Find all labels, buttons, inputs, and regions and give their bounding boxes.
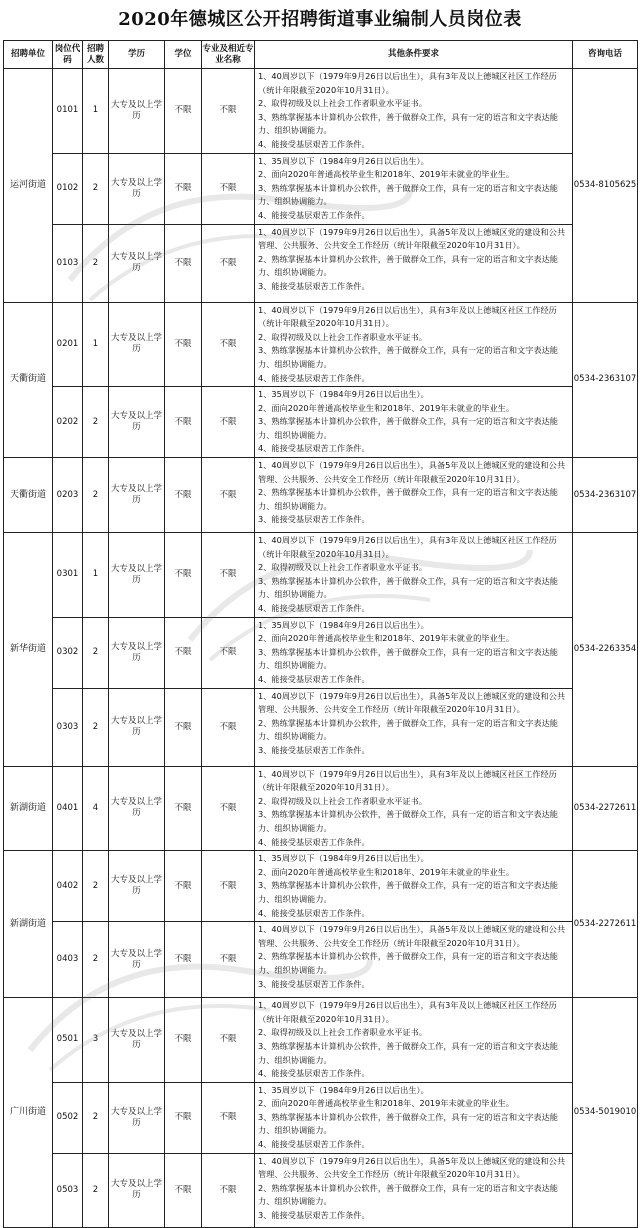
- count-cell: 2: [83, 224, 109, 302]
- code-cell: 0303: [53, 688, 83, 766]
- code-cell: 0202: [53, 387, 83, 458]
- header-count: 招聘人数: [83, 41, 109, 69]
- count-cell: 2: [83, 1082, 109, 1153]
- header-code: 岗位代码: [53, 41, 83, 69]
- header-degree: 学位: [165, 41, 202, 69]
- table-row: [4, 851, 638, 922]
- unit-cell: 广川街道: [4, 998, 53, 1228]
- count-cell: 3: [83, 998, 109, 1083]
- code-cell: 0102: [53, 153, 83, 224]
- major-cell: 不限: [202, 69, 255, 154]
- phone-cell: 0534-2363107: [573, 458, 638, 533]
- conditions-cell: 1、40周岁以下（1979年9月26日以后出生），具有3年及以上德城区社区工作经历（统计年限截至2020年10月31日）。 2、取得初级及以上社会工作者职业水平证书。 3、熟练掌握基本计算机办公软件，善于做群众工作，具有一定的语言和文字表达能力、组织协调能力。 4、能接受基层艰苦工作条件。: [255, 998, 573, 1083]
- major-cell: 不限: [202, 617, 255, 688]
- phone-cell: 0534-8105625: [573, 69, 638, 303]
- table-row: [4, 69, 638, 154]
- code-cell: 0103: [53, 224, 83, 302]
- conditions-cell: 1、40周岁以下（1979年9月26日以后出生），具备5年及以上德城区党的建设和公共管理、公共服务、公共安全工作经历（统计年限截至2020年10月31日）。 2、熟练掌握基本计算机办公软件，善于做群众工作，具有一定的语言和文字表达能力、组织协调能力。 3、能接受基层艰苦工作条件。: [255, 224, 573, 302]
- table-row: [4, 998, 638, 1083]
- education-cell: 大专及以上学历: [109, 1153, 165, 1227]
- education-cell: 大专及以上学历: [109, 922, 165, 998]
- count-cell: 2: [83, 851, 109, 922]
- major-cell: 不限: [202, 224, 255, 302]
- table-row: [4, 533, 638, 618]
- table-row: [4, 688, 638, 766]
- count-cell: 2: [83, 1153, 109, 1227]
- table-row: [4, 458, 638, 533]
- phone-cell: 0534-2263354: [573, 533, 638, 767]
- conditions-cell: 1、40周岁以下（1979年9月26日以后出生），具有3年及以上德城区社区工作经历（统计年限截至2020年10月31日）。 2、取得初级及以上社会工作者职业水平证书。 3、熟练掌握基本计算机办公软件，善于做群众工作，具有一定的语言和文字表达能力、组织协调能力。 4、能接受基层艰苦工作条件。: [255, 766, 573, 851]
- table-row: [4, 1153, 638, 1227]
- major-cell: 不限: [202, 922, 255, 998]
- header-phone: 咨询电话: [573, 41, 638, 69]
- degree-cell: 不限: [165, 387, 202, 458]
- code-cell: 0502: [53, 1082, 83, 1153]
- table-row: [4, 224, 638, 302]
- major-cell: 不限: [202, 387, 255, 458]
- major-cell: 不限: [202, 998, 255, 1083]
- count-cell: 4: [83, 766, 109, 851]
- major-cell: 不限: [202, 851, 255, 922]
- degree-cell: 不限: [165, 458, 202, 533]
- degree-cell: 不限: [165, 69, 202, 154]
- table-row: [4, 922, 638, 998]
- count-cell: 1: [83, 302, 109, 387]
- degree-cell: 不限: [165, 533, 202, 618]
- conditions-cell: 1、40周岁以下（1979年9月26日以后出生），具有3年及以上德城区社区工作经历（统计年限截至2020年10月31日）。 2、取得初级及以上社会工作者职业水平证书。 3、熟练掌握基本计算机办公软件，善于做群众工作，具有一定的语言和文字表达能力、组织协调能力。 4、能接受基层艰苦工作条件。: [255, 533, 573, 618]
- count-cell: 2: [83, 617, 109, 688]
- phone-cell: 0534-2363107: [573, 302, 638, 458]
- degree-cell: 不限: [165, 1153, 202, 1227]
- header-row: [4, 41, 638, 69]
- education-cell: 大专及以上学历: [109, 851, 165, 922]
- table-row: [4, 302, 638, 387]
- header-education: 学历: [109, 41, 165, 69]
- degree-cell: 不限: [165, 922, 202, 998]
- education-cell: 大专及以上学历: [109, 1082, 165, 1153]
- code-cell: 0403: [53, 922, 83, 998]
- degree-cell: 不限: [165, 851, 202, 922]
- header-unit: 招聘单位: [4, 41, 53, 69]
- major-cell: 不限: [202, 1153, 255, 1227]
- major-cell: 不限: [202, 302, 255, 387]
- degree-cell: 不限: [165, 302, 202, 387]
- conditions-cell: 1、40周岁以下（1979年9月26日以后出生），具有3年及以上德城区社区工作经历（统计年限截至2020年10月31日）。 2、取得初级及以上社会工作者职业水平证书。 3、熟练掌握基本计算机办公软件，善于做群众工作，具有一定的语言和文字表达能力、组织协调能力。 4、能接受基层艰苦工作条件。: [255, 69, 573, 154]
- phone-cell: 0534-5019010: [573, 998, 638, 1228]
- conditions-cell: 1、40周岁以下（1979年9月26日以后出生），具备5年及以上德城区党的建设和公共管理、公共服务、公共安全工作经历（统计年限截至2020年10月31日）。 2、熟练掌握基本计算机办公软件，善于做群众工作，具有一定的语言和文字表达能力、组织协调能力。 3、能接受基层艰苦工作条件。: [255, 922, 573, 998]
- major-cell: 不限: [202, 766, 255, 851]
- count-cell: 2: [83, 387, 109, 458]
- degree-cell: 不限: [165, 688, 202, 766]
- header-conditions: 其他条件要求: [255, 41, 573, 69]
- count-cell: 2: [83, 922, 109, 998]
- header-major: 专业及相近专业名称: [202, 41, 255, 69]
- code-cell: 0203: [53, 458, 83, 533]
- code-cell: 0401: [53, 766, 83, 851]
- unit-cell: 天衢街道: [4, 302, 53, 458]
- code-cell: 0301: [53, 533, 83, 618]
- education-cell: 大专及以上学历: [109, 153, 165, 224]
- count-cell: 2: [83, 458, 109, 533]
- conditions-cell: 1、35周岁以下（1984年9月26日以后出生）。 2、面向2020年普通高校毕业生和2018年、2019年未就业的毕业生。 3、熟练掌握基本计算机办公软件，善于做群众工作，具有一定的语言和文字表达能力、组织协调能力。 4、能接受基层艰苦工作条件。: [255, 617, 573, 688]
- education-cell: 大专及以上学历: [109, 387, 165, 458]
- table-row: [4, 617, 638, 688]
- conditions-cell: 1、40周岁以下（1979年9月26日以后出生），具备5年及以上德城区党的建设和公共管理、公共服务、公共安全工作经历（统计年限截至2020年10月31日）。 2、熟练掌握基本计算机办公软件，善于做群众工作，具有一定的语言和文字表达能力、组织协调能力。 3、能接受基层艰苦工作条件。: [255, 1153, 573, 1227]
- education-cell: 大专及以上学历: [109, 458, 165, 533]
- code-cell: 0302: [53, 617, 83, 688]
- conditions-cell: 1、35周岁以下（1984年9月26日以后出生）。 2、面向2020年普通高校毕业生和2018年、2019年未就业的毕业生。 3、熟练掌握基本计算机办公软件，善于做群众工作，具有一定的语言和文字表达能力、组织协调能力。 4、能接受基层艰苦工作条件。: [255, 851, 573, 922]
- code-cell: 0201: [53, 302, 83, 387]
- phone-cell: 0534-2272611: [573, 766, 638, 851]
- degree-cell: 不限: [165, 617, 202, 688]
- major-cell: 不限: [202, 1082, 255, 1153]
- unit-cell: 新湖街道: [4, 851, 53, 998]
- unit-cell: 新湖街道: [4, 766, 53, 851]
- code-cell: 0501: [53, 998, 83, 1083]
- degree-cell: 不限: [165, 766, 202, 851]
- major-cell: 不限: [202, 153, 255, 224]
- major-cell: 不限: [202, 533, 255, 618]
- major-cell: 不限: [202, 688, 255, 766]
- code-cell: 0402: [53, 851, 83, 922]
- conditions-cell: 1、40周岁以下（1979年9月26日以后出生），具备5年及以上德城区党的建设和公共管理、公共服务、公共安全工作经历（统计年限截至2020年10月31日）。 2、熟练掌握基本计算机办公软件，善于做群众工作，具有一定的语言和文字表达能力、组织协调能力。 3、能接受基层艰苦工作条件。: [255, 688, 573, 766]
- table-row: [4, 387, 638, 458]
- degree-cell: 不限: [165, 224, 202, 302]
- education-cell: 大专及以上学历: [109, 69, 165, 154]
- table-row: [4, 1082, 638, 1153]
- education-cell: 大专及以上学历: [109, 688, 165, 766]
- positions-table: [3, 40, 638, 1228]
- table-row: [4, 766, 638, 851]
- code-cell: 0101: [53, 69, 83, 154]
- education-cell: 大专及以上学历: [109, 302, 165, 387]
- code-cell: 0503: [53, 1153, 83, 1227]
- degree-cell: 不限: [165, 998, 202, 1083]
- education-cell: 大专及以上学历: [109, 224, 165, 302]
- major-cell: 不限: [202, 458, 255, 533]
- education-cell: 大专及以上学历: [109, 617, 165, 688]
- unit-cell: 天衢街道: [4, 458, 53, 533]
- conditions-cell: 1、35周岁以下（1984年9月26日以后出生）。 2、面向2020年普通高校毕业生和2018年、2019年未就业的毕业生。 3、熟练掌握基本计算机办公软件，善于做群众工作，具有一定的语言和文字表达能力、组织协调能力。 4、能接受基层艰苦工作条件。: [255, 153, 573, 224]
- count-cell: 1: [83, 69, 109, 154]
- education-cell: 大专及以上学历: [109, 533, 165, 618]
- count-cell: 1: [83, 533, 109, 618]
- conditions-cell: 1、35周岁以下（1984年9月26日以后出生）。 2、面向2020年普通高校毕业生和2018年、2019年未就业的毕业生。 3、熟练掌握基本计算机办公软件，善于做群众工作，具有一定的语言和文字表达能力、组织协调能力。 4、能接受基层艰苦工作条件。: [255, 1082, 573, 1153]
- degree-cell: 不限: [165, 1082, 202, 1153]
- conditions-cell: 1、35周岁以下（1984年9月26日以后出生）。 2、面向2020年普通高校毕业生和2018年、2019年未就业的毕业生。 3、熟练掌握基本计算机办公软件，善于做群众工作，具有一定的语言和文字表达能力、组织协调能力。 4、能接受基层艰苦工作条件。: [255, 387, 573, 458]
- unit-cell: 新华街道: [4, 533, 53, 767]
- conditions-cell: 1、40周岁以下（1979年9月26日以后出生），具备5年及以上德城区党的建设和公共管理、公共服务、公共安全工作经历（统计年限截至2020年10月31日）。 2、熟练掌握基本计算机办公软件，善于做群众工作，具有一定的语言和文字表达能力、组织协调能力。 3、能接受基层艰苦工作条件。: [255, 458, 573, 533]
- education-cell: 大专及以上学历: [109, 766, 165, 851]
- count-cell: 2: [83, 688, 109, 766]
- table-row: [4, 153, 638, 224]
- education-cell: 大专及以上学历: [109, 998, 165, 1083]
- count-cell: 2: [83, 153, 109, 224]
- degree-cell: 不限: [165, 153, 202, 224]
- unit-cell: 运河街道: [4, 69, 53, 303]
- conditions-cell: 1、40周岁以下（1979年9月26日以后出生），具有3年及以上德城区社区工作经历（统计年限截至2020年10月31日）。 2、取得初级及以上社会工作者职业水平证书。 3、熟练掌握基本计算机办公软件，善于做群众工作，具有一定的语言和文字表达能力、组织协调能力。 4、能接受基层艰苦工作条件。: [255, 302, 573, 387]
- phone-cell: 0534-2272611: [573, 851, 638, 998]
- page-title: 2020年德城区公开招聘街道事业编制人员岗位表: [118, 9, 522, 30]
